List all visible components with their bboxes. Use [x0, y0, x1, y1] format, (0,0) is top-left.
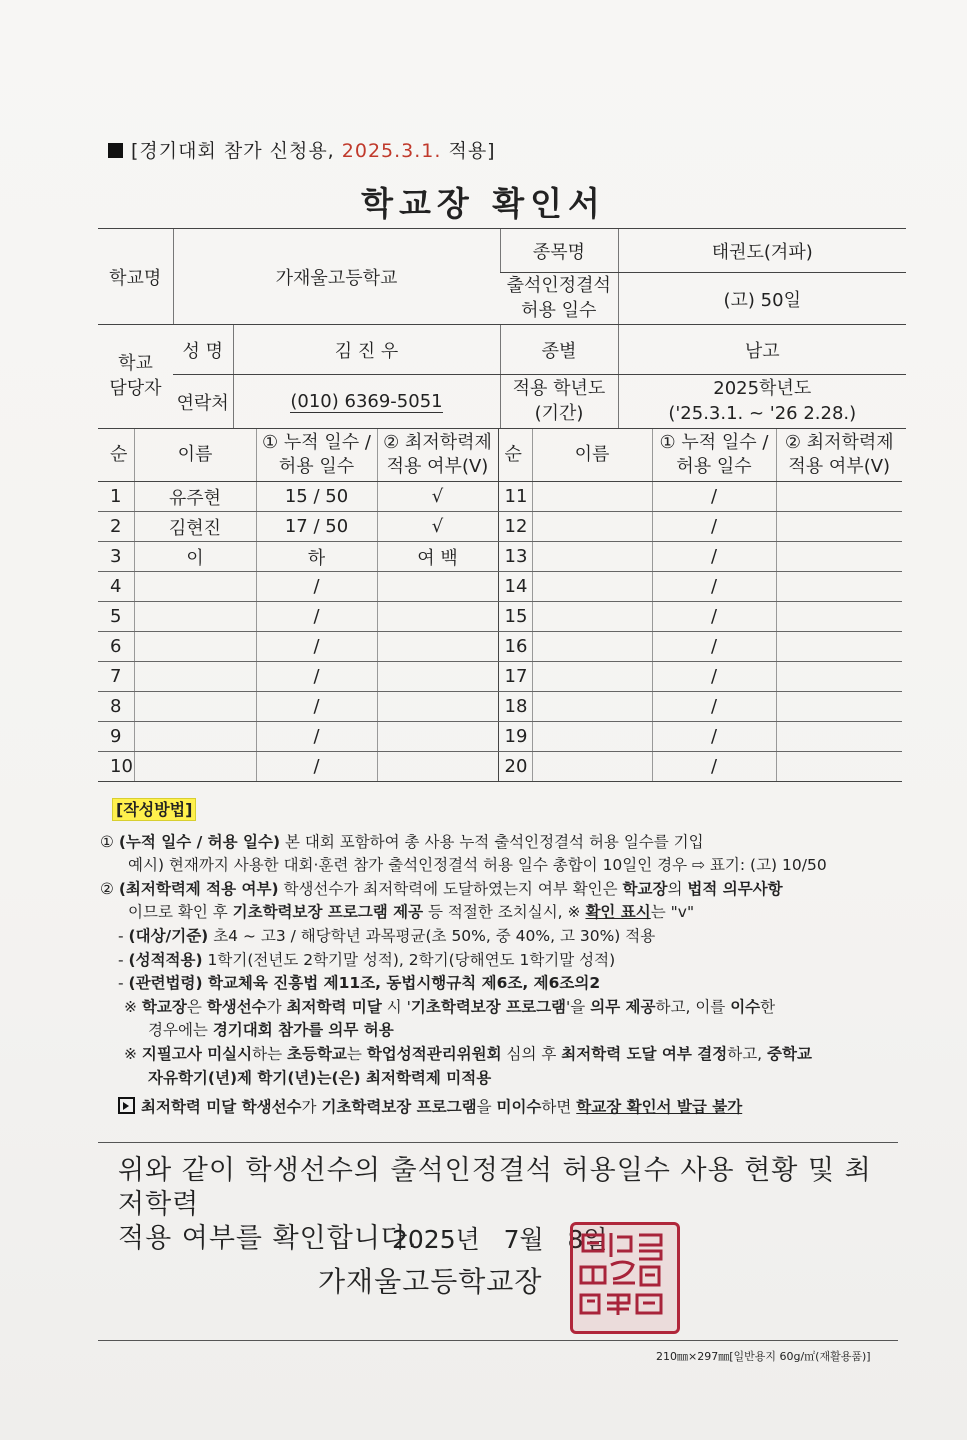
- instr-9b: 경기대회 참가를 의무 허용: [212, 1021, 394, 1040]
- row-no: 8: [98, 692, 134, 722]
- row-min-check: [377, 692, 498, 722]
- row-no-2: 19: [498, 722, 532, 752]
- instr-5c: 초4 ~ 고3 / 해당학년 과목평균(초 50%, 중 40%, 고 30%) 적용: [208, 926, 656, 945]
- header-days-2-line1: ① 누적 일수 /: [659, 431, 769, 453]
- name-value: 김 진 우: [233, 325, 500, 375]
- instr-5a: -: [118, 926, 129, 945]
- row-days: 15 / 50: [256, 482, 377, 512]
- paper-spec: 210㎜×297㎜[일반용지 60g/㎡(재활용품)]: [656, 1350, 871, 1363]
- row-name: [134, 632, 256, 662]
- year-value: [618, 375, 906, 429]
- seal-icon: [573, 1225, 671, 1325]
- row-days: /: [256, 572, 377, 602]
- instr-line-4: [100, 901, 910, 925]
- header-no: 순: [98, 429, 134, 482]
- instr-6b: (성적적용): [128, 950, 203, 969]
- instr-7a: -: [118, 974, 129, 993]
- instr-3e: 의: [667, 879, 688, 898]
- student-list-body: [98, 482, 902, 782]
- row-name-2: [532, 632, 652, 662]
- row-days: /: [256, 752, 377, 782]
- school-label: 학교명: [98, 229, 173, 325]
- row-days: /: [256, 722, 377, 752]
- row-name-2: [532, 692, 652, 722]
- table-row: [98, 542, 902, 572]
- student-list-table: [98, 428, 902, 782]
- row-min-check: [377, 602, 498, 632]
- instr-line-7: [100, 972, 910, 996]
- row-min-check-2: [776, 572, 902, 602]
- instr-12e: 미이수: [496, 1098, 542, 1117]
- row-no-2: 12: [498, 512, 532, 542]
- table-row: [98, 722, 902, 752]
- divider-bottom: [98, 1340, 898, 1341]
- header-no-2: 순: [498, 429, 532, 482]
- instr-8g: 시 ': [381, 997, 411, 1016]
- issue-date: 2025년 7월 8일: [392, 1225, 608, 1254]
- instructions-title: [작성방법]: [112, 798, 196, 821]
- instr-line-1: [100, 831, 910, 855]
- row-no: 7: [98, 662, 134, 692]
- row-no-2: 17: [498, 662, 532, 692]
- row-no: 9: [98, 722, 134, 752]
- row-no: 6: [98, 632, 134, 662]
- instr-line-6: [100, 949, 910, 973]
- confirmation-line1: 위와 같이 학생선수의 출석인정결석 허용일수 사용 현황 및 최저학력: [118, 1155, 872, 1220]
- row-name: 유주현: [134, 482, 256, 512]
- school-name: 가재울고등학교: [173, 229, 500, 325]
- form-header: [108, 136, 496, 163]
- row-min-check-2: [776, 722, 902, 752]
- instr-line-3: [100, 878, 910, 902]
- instr-1a: ①: [100, 832, 119, 851]
- gender-value: 남고: [618, 325, 906, 375]
- confirmation-line2: 적용 여부를 확인합니다.: [118, 1223, 418, 1254]
- info-table: [98, 228, 906, 429]
- header-min-line1: ② 최저학력제: [383, 431, 492, 453]
- header-name: 이름: [134, 429, 256, 482]
- instr-8h: 기초학력보장 프로그램: [410, 997, 567, 1016]
- instr-line-12: [100, 1096, 910, 1120]
- arrow-box-icon: [118, 1097, 135, 1114]
- row-no-2: 16: [498, 632, 532, 662]
- instr-12b: 가: [301, 1098, 322, 1117]
- row-min-check-2: [776, 482, 902, 512]
- row-min-check-2: [776, 632, 902, 662]
- header-name-2: 이름: [532, 429, 652, 482]
- table-row: [98, 512, 902, 542]
- principal-name: 가재울고등학교장: [318, 1265, 543, 1298]
- row-min-check-2: [776, 752, 902, 782]
- row-days-2: /: [652, 662, 776, 692]
- contact-value-text: (010) 6369-5051: [290, 391, 443, 412]
- row-no-2: 20: [498, 752, 532, 782]
- instr-3a: ②: [100, 879, 119, 898]
- year-label-line2: (기간): [534, 402, 584, 424]
- instr-line-11: [100, 1067, 910, 1091]
- row-days: 하: [256, 542, 377, 572]
- row-min-check-2: [776, 662, 902, 692]
- instr-10f: 학업성적관리위원회: [366, 1044, 502, 1063]
- official-seal: [570, 1222, 680, 1334]
- gender-label: 종별: [500, 325, 618, 375]
- instr-1b: (누적 일수 / 허용 일수): [118, 832, 281, 851]
- row-no-2: 11: [498, 482, 532, 512]
- instr-line-9: [100, 1019, 910, 1043]
- instr-4c: 등 적절한 조치실시, ※: [423, 903, 586, 922]
- row-name: [134, 722, 256, 752]
- row-min-check-2: [776, 512, 902, 542]
- instr-10j: 중학교: [767, 1044, 812, 1063]
- row-name-2: [532, 722, 652, 752]
- row-min-check: [377, 632, 498, 662]
- header-date: 2025.3.1.: [341, 140, 442, 162]
- row-days: 17 / 50: [256, 512, 377, 542]
- row-no: 3: [98, 542, 134, 572]
- row-min-check: √: [377, 482, 498, 512]
- row-no: 2: [98, 512, 134, 542]
- row-days: /: [256, 662, 377, 692]
- row-name: 이: [134, 542, 256, 572]
- instr-8e: 가: [266, 997, 287, 1016]
- row-no-2: 18: [498, 692, 532, 722]
- row-name-2: [532, 602, 652, 632]
- attend-label: [500, 273, 618, 325]
- row-name-2: [532, 662, 652, 692]
- row-days-2: /: [652, 482, 776, 512]
- row-days-2: /: [652, 692, 776, 722]
- event-label: 종목명: [500, 229, 618, 273]
- row-days: /: [256, 692, 377, 722]
- attend-label-line2: 허용 일수: [521, 299, 597, 321]
- header-prefix: [경기대회 참가 신청용,: [131, 140, 335, 162]
- row-days: /: [256, 602, 377, 632]
- instr-10g: 심의 후: [501, 1044, 562, 1063]
- row-name: [134, 662, 256, 692]
- header-suffix: 적용]: [448, 140, 496, 162]
- instr-12g: 학교장 확인서 발급 불가: [576, 1098, 743, 1117]
- instr-8f: 최저학력 미달: [286, 997, 382, 1016]
- table-row: [98, 572, 902, 602]
- instr-12d: 을: [476, 1098, 497, 1117]
- table-row: [98, 692, 902, 722]
- table-row: [98, 482, 902, 512]
- row-days: /: [256, 632, 377, 662]
- document-title: 학교장 확인서: [361, 184, 606, 223]
- header-days-line1: ① 누적 일수 /: [262, 431, 371, 453]
- instr-4b: 기초학력보장 프로그램 제공: [232, 903, 424, 922]
- attend-value: (고) 50일: [618, 273, 906, 325]
- row-min-check: [377, 722, 498, 752]
- row-no: 10: [98, 752, 134, 782]
- row-min-check-2: [776, 542, 902, 572]
- instr-line-5: [100, 925, 910, 949]
- square-bullet-icon: [108, 143, 123, 158]
- row-days-2: /: [652, 722, 776, 752]
- row-name-2: [532, 542, 652, 572]
- instr-8b: 학교장: [141, 997, 187, 1016]
- contact-value: [233, 375, 500, 429]
- row-name: 김현진: [134, 512, 256, 542]
- row-no-2: 13: [498, 542, 532, 572]
- instr-3c: 학생선수가 최저학력에 도달하였는지 여부 확인은: [278, 879, 623, 898]
- row-no: 5: [98, 602, 134, 632]
- instr-10b: 지필고사 미실시: [141, 1044, 253, 1063]
- row-no: 1: [98, 482, 134, 512]
- divider-top: [98, 1142, 898, 1143]
- instr-6a: -: [118, 950, 129, 969]
- instr-1c: 본 대회 포함하여 총 사용 누적 출석인정결석 허용 일수를 기입: [280, 832, 704, 851]
- instr-7b: (관련법령) 학교체육 진흥법 제11조, 동법시행규칙 제6조, 제6조의2: [128, 974, 601, 993]
- instr-10e: 는: [346, 1044, 367, 1063]
- row-name-2: [532, 572, 652, 602]
- row-days-2: /: [652, 752, 776, 782]
- instr-10d: 초등학교: [287, 1044, 347, 1063]
- header-days-line2: 허용 일수: [278, 456, 355, 477]
- instr-8m: 한: [760, 997, 776, 1016]
- instr-8i: '을: [566, 997, 591, 1016]
- instr-8k: 하고, 이를: [655, 997, 731, 1016]
- instr-9a: 경우에는: [148, 1021, 213, 1040]
- row-min-check: [377, 662, 498, 692]
- instr-5b: (대상/기준): [128, 926, 209, 945]
- row-min-check-2: [776, 692, 902, 722]
- header-days-2: [652, 429, 776, 482]
- header-min-2-line1: ② 최저학력제: [784, 431, 894, 453]
- instr-11a: 자유학기(년)제 학기(년)는(은) 최저학력제 미적용: [148, 1068, 492, 1087]
- instr-3b: (최저학력제 적용 여부): [118, 879, 279, 898]
- instr-10h: 최저학력 도달 여부 결정: [561, 1044, 728, 1063]
- instr-line-10: [100, 1043, 910, 1067]
- row-min-check: [377, 752, 498, 782]
- instr-12a: 최저학력 미달 학생선수: [141, 1098, 302, 1117]
- row-no-2: 14: [498, 572, 532, 602]
- row-name-2: [532, 482, 652, 512]
- event-value: 태권도(겨파): [618, 229, 906, 273]
- header-min-2-line2: 적용 여부(V): [788, 456, 891, 477]
- instr-6c: 1학기(전년도 2학기말 성적), 2학기(당해연도 1학기말 성적): [202, 950, 616, 969]
- instr-4a: 이므로 확인 후: [128, 903, 233, 922]
- row-name: [134, 602, 256, 632]
- instr-8a: ※: [124, 997, 142, 1016]
- row-name: [134, 692, 256, 722]
- row-name-2: [532, 512, 652, 542]
- year-label: [500, 375, 618, 429]
- row-no-2: 15: [498, 602, 532, 632]
- instr-8d: 학생선수: [206, 997, 267, 1016]
- row-days-2: /: [652, 632, 776, 662]
- row-min-check: √: [377, 512, 498, 542]
- row-name: [134, 572, 256, 602]
- year-value-line1: 2025학년도: [713, 378, 812, 400]
- header-min-line2: 적용 여부(V): [386, 456, 489, 477]
- table-row: [98, 752, 902, 782]
- header-min-2: [776, 429, 902, 482]
- instr-line-2: 예시) 현재까지 사용한 대회·훈련 참가 출석인정결석 허용 일수 총합이 10일인 경우 ⇨ 표기: (고) 10/50: [128, 856, 827, 875]
- header-min: [377, 429, 498, 482]
- row-days-2: /: [652, 512, 776, 542]
- year-label-line1: 적용 학년도: [512, 378, 606, 400]
- row-days-2: /: [652, 602, 776, 632]
- row-min-check-2: [776, 602, 902, 632]
- row-min-check: 여 백: [377, 542, 498, 572]
- row-name-2: [532, 752, 652, 782]
- year-value-line2: ('25.3.1. ~ '26 2.28.): [668, 402, 857, 424]
- instr-8c: 은: [186, 997, 207, 1016]
- instr-10a: ※: [124, 1044, 142, 1063]
- contact-label: 연락처: [173, 375, 233, 429]
- instr-4d: 확인 표시: [585, 903, 651, 922]
- instr-3d: 학교장: [622, 879, 668, 898]
- manager-label-line2: 담당자: [109, 377, 162, 399]
- row-name: [134, 752, 256, 782]
- instr-10i: 하고,: [727, 1044, 768, 1063]
- name-label: 성 명: [173, 325, 233, 375]
- row-no: 4: [98, 572, 134, 602]
- row-days-2: /: [652, 542, 776, 572]
- instructions: [100, 798, 910, 1120]
- row-days-2: /: [652, 572, 776, 602]
- manager-label: [98, 325, 173, 429]
- row-min-check: [377, 572, 498, 602]
- header-days-2-line2: 허용 일수: [676, 456, 752, 477]
- instr-12c: 기초학력보장 프로그램: [321, 1098, 477, 1117]
- table-row: [98, 632, 902, 662]
- attend-label-line1: 출석인정결석: [506, 275, 611, 297]
- instr-line-8: [100, 996, 910, 1020]
- instr-8l: 이수: [730, 997, 761, 1016]
- table-row: [98, 602, 902, 632]
- header-days: [256, 429, 377, 482]
- instr-3f: 법적 의무사항: [687, 879, 783, 898]
- instr-4e: 는 "v": [650, 903, 695, 922]
- instr-8j: 의무 제공: [590, 997, 656, 1016]
- instr-12f: 하면: [541, 1098, 577, 1117]
- table-row: [98, 662, 902, 692]
- manager-label-line1: 학교: [118, 353, 153, 375]
- instr-10c: 하는: [252, 1044, 288, 1063]
